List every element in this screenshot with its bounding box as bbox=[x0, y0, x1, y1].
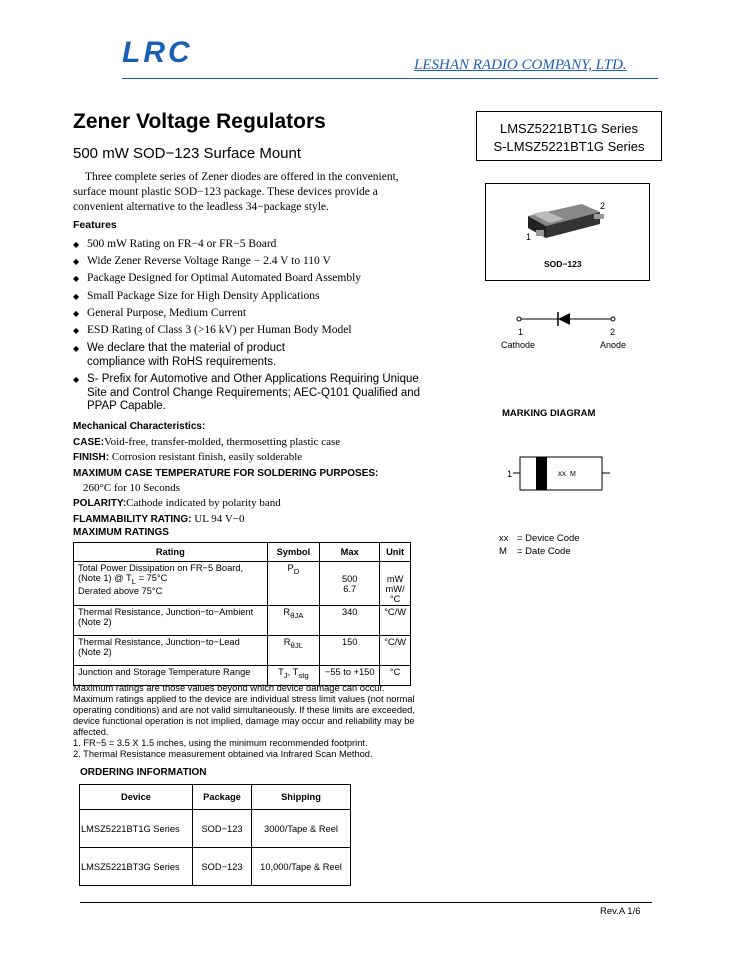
company-name: LESHAN RADIO COMPANY, LTD. bbox=[414, 57, 627, 73]
series-box bbox=[476, 111, 662, 161]
marking-code: xx bbox=[558, 469, 566, 478]
table-header-row: Device Package Shipping bbox=[80, 785, 351, 810]
notes-paragraph: Maximum ratings are those values beyond which device damage can occur. Maximum ratings applied to the device are individual stress limit values (not normal operating conditions) and are not valid simultaneously. If these limits are exceeded, device functional operation is not implied, damage may occur and reliability may be affected. bbox=[73, 683, 415, 737]
marking-legend bbox=[499, 533, 580, 558]
marking-pin: 1 bbox=[507, 469, 513, 479]
table-row: Thermal Resistance, Junction−to−Ambient (Note 2) $R_{\theta JA}$ 340 °C/W bbox=[74, 606, 411, 636]
ordering-table bbox=[79, 784, 351, 886]
max-ratings-table bbox=[73, 542, 411, 686]
list-item: ◆ General Purpose, Medium Current bbox=[73, 306, 247, 319]
diode-pin-2: 2 bbox=[610, 327, 616, 337]
intro-text: Three complete series of Zener diodes are offered in the convenient, surface mount plastic SOD−123 package. These devices provide a convenient alternative to the leadless 34−package style. bbox=[73, 171, 399, 213]
package-label: SOD−123 bbox=[544, 259, 582, 269]
mechanical-heading: Mechanical Characteristics: bbox=[73, 421, 206, 432]
page-subtitle: 500 mW SOD−123 Surface Mount bbox=[73, 145, 302, 162]
page-title: Zener Voltage Regulators bbox=[73, 110, 326, 133]
ratings-notes bbox=[73, 683, 418, 760]
features-heading: Features bbox=[73, 219, 117, 231]
diode-pin-1: 1 bbox=[518, 327, 524, 337]
header-divider bbox=[122, 78, 658, 79]
list-item: ◆ ESD Rating of Class 3 (>16 kV) per Human Body Model bbox=[73, 323, 352, 336]
page-footer: Rev.A 1/6 bbox=[600, 906, 641, 917]
package-pin-1: 1 bbox=[526, 232, 532, 242]
note-1: 1. FR−5 = 3.5 X 1.5 inches, using the minimum recommended footprint. bbox=[73, 738, 368, 748]
sod123-package-icon bbox=[486, 184, 649, 280]
list-item: ◆ 500 mW Rating on FR−4 or FR−5 Board bbox=[73, 238, 277, 250]
marking-m: M bbox=[570, 471, 576, 478]
marking-diagram bbox=[505, 455, 617, 495]
list-item: ◆ Package Designed for Optimal Automated Board Assembly bbox=[73, 272, 362, 285]
series-line-2: S-LMSZ5221BT1G Series bbox=[493, 139, 645, 154]
table-row: Thermal Resistance, Junction−to−Lead (Note 2) $R_{\theta JL}$ 150 °C/W bbox=[74, 636, 411, 666]
diode-schematic bbox=[496, 304, 636, 354]
table-row: LMSZ5221BT3G Series SOD−123 10,000/Tape & Reel bbox=[80, 848, 351, 886]
polarity-band-icon bbox=[536, 457, 547, 490]
list-item: ◆ We declare that the material of product compliance with RoHS requirements. bbox=[73, 342, 285, 368]
company-logo: LRC bbox=[122, 36, 193, 69]
features-list bbox=[73, 238, 453, 414]
mechanical-characteristics: Mechanical Characteristics: CASE:Void-free, transfer-molded, thermosetting plastic case FINISH: Corrosion resistant finish, easily solderable MAXIMUM CASE TEMPERATURE FOR SOLDERING PURPOSES: 260°C for 10 Seconds POLARITY:Cathode indicated by polarity band FLAMMABILITY RATING: UL 94 V−0 bbox=[73, 421, 379, 525]
package-image-box bbox=[485, 183, 650, 281]
package-pin-2: 2 bbox=[600, 201, 606, 211]
table-header-row: Rating Symbol Max Unit bbox=[74, 543, 411, 562]
cathode-label: Cathode bbox=[501, 340, 536, 350]
marking-title: MARKING DIAGRAM bbox=[502, 408, 596, 419]
legend-item: M = Date Code bbox=[499, 545, 571, 557]
ordering-title: ORDERING INFORMATION bbox=[80, 767, 207, 778]
series-line-1: LMSZ5221BT1G Series bbox=[499, 121, 638, 136]
table-row: Total Power Dissipation on FR−5 Board, (Note 1) @ $T_L = 75^\circ C$ Derated above 75°C $P_D$ 500 6.7 mW mW/°C bbox=[74, 562, 411, 606]
list-item: ◆ Small Package Size for High Density Applications bbox=[73, 289, 320, 302]
anode-label: Anode bbox=[600, 340, 627, 350]
list-item: ◆ Wide Zener Reverse Voltage Range − 2.4 V to 110 V bbox=[73, 255, 331, 268]
max-ratings-title: MAXIMUM RATINGS bbox=[73, 527, 169, 538]
intro-paragraph bbox=[73, 170, 423, 215]
legend-item: xx = Device Code bbox=[499, 533, 580, 544]
table-row: LMSZ5221BT1G Series SOD−123 3000/Tape & Reel bbox=[80, 810, 351, 848]
diode-triangle-icon bbox=[558, 313, 570, 325]
list-item: ◆ S- Prefix for Automotive and Other Applications Requiring Unique Site and Control Change Requirements; AEC-Q101 Qualified and PPAP Capable. bbox=[73, 373, 421, 413]
table-row: Junction and Storage Temperature Range $T_J$, $T_{stg}$ −55 to +150 °C bbox=[74, 666, 411, 686]
footer-divider bbox=[80, 902, 652, 903]
note-2: 2. Thermal Resistance measurement obtained via Infrared Scan Method. bbox=[73, 749, 373, 759]
